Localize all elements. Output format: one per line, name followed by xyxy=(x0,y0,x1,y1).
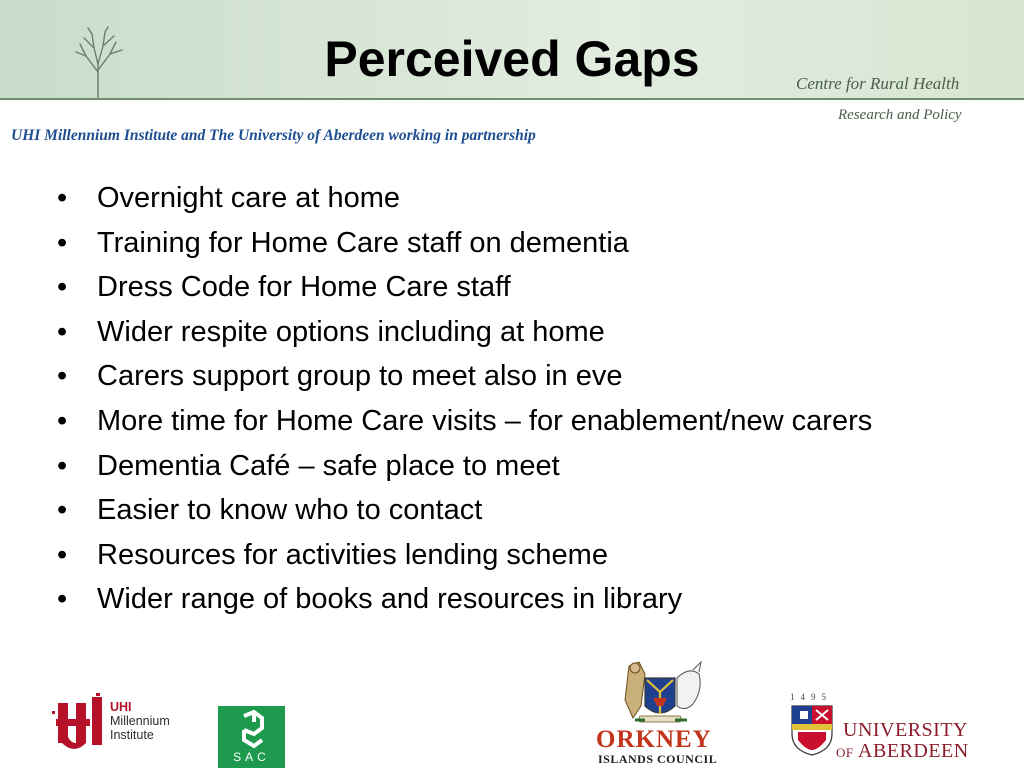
bullet-item: • Dementia Café – safe place to meet xyxy=(54,448,954,484)
aberdeen-logo-line-1: UNIVERSITY xyxy=(843,719,968,741)
bullet-item: • Carers support group to meet also in eve xyxy=(54,358,954,394)
org-name-line-1: Centre for Rural Health xyxy=(796,74,960,93)
uhi-logo-text xyxy=(110,700,170,742)
bullet-item: • Wider range of books and resources in library xyxy=(54,581,954,617)
aberdeen-crest-icon xyxy=(790,704,834,756)
aberdeen-founding-year: 1495 xyxy=(790,692,832,702)
aberdeen-logo-name: ABERDEEN xyxy=(858,740,969,762)
bullet-item: • Resources for activities lending scheme xyxy=(54,537,954,573)
orkney-crest-icon xyxy=(605,660,715,730)
bullet-item: • Training for Home Care staff on dementia xyxy=(54,225,954,261)
orkney-logo-name: ORKNEY xyxy=(596,726,712,753)
org-name-line-2: Research and Policy xyxy=(838,107,962,123)
uhi-logo-line-3: Institute xyxy=(110,728,154,742)
bullet-item: • Easier to know who to contact xyxy=(54,492,954,528)
orkney-logo-subtitle: ISLANDS COUNCIL xyxy=(598,752,718,766)
bullet-list xyxy=(54,180,954,626)
bullet-item: • Dress Code for Home Care staff xyxy=(54,269,954,305)
uhi-logo-line-1: UHI xyxy=(110,700,132,714)
page-title: Perceived Gaps xyxy=(324,31,700,87)
sac-logo xyxy=(218,706,285,768)
uhi-logo-line-2: Millennium xyxy=(110,714,170,728)
sac-logo-text: SAC xyxy=(233,750,270,764)
aberdeen-logo-of: OF xyxy=(836,745,854,760)
aberdeen-logo-line-2 xyxy=(836,740,969,763)
header-divider xyxy=(0,98,1024,100)
bullet-item: • Overnight care at home xyxy=(54,180,954,216)
bullet-item: • More time for Home Care visits – for enablement/new carers xyxy=(54,403,917,439)
partnership-subtitle: UHI Millennium Institute and The University of Aberdeen working in partnership xyxy=(11,127,536,144)
bullet-item: • Wider respite options including at home xyxy=(54,314,954,350)
